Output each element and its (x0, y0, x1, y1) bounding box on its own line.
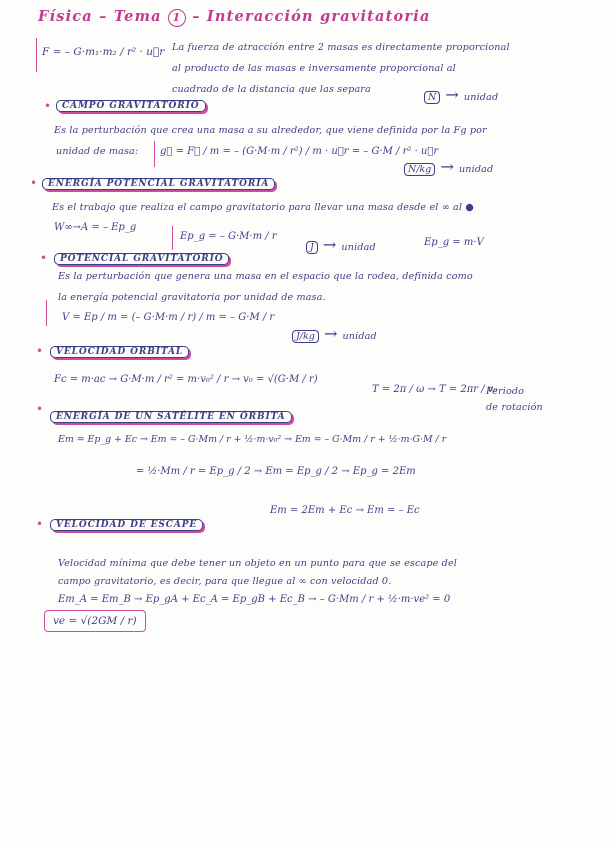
velocidad-heading: VELOCIDAD ORBITAL (50, 346, 189, 358)
energia-heading: ENERGÍA POTENCIAL GRAVITATORIA (42, 178, 275, 190)
energia-alt: Ep_g = m·V (424, 237, 484, 248)
escape-heading: VELOCIDAD DE ESCAPE (50, 519, 203, 531)
campo-unit-label: unidad (458, 164, 494, 175)
escape-result: ve = √(2GM / r) (44, 610, 146, 632)
potencial-line-2: la energía potencial gravitatoria por unidad de masa. (58, 292, 326, 303)
newton-line-2: al producto de las masas e inversamente proporcional al (172, 63, 456, 74)
title-subtitle: – Interacción gravitatoria (192, 8, 431, 25)
velocidad-formula: Fc = m·ac → G·M·m / r² = m·v₀² / r → v₀ = √(G·M / r) (54, 374, 318, 385)
potencial-unit-group: J/kg → unidad (292, 324, 377, 343)
newton-formula: F = – G·m₁·m₂ / r² · u⃗r (42, 46, 165, 58)
campo-heading: CAMPO GRAVITATORIO (56, 100, 206, 112)
newton-line-1: La fuerza de atracción entre 2 masas es directamente proporcional (172, 42, 510, 53)
velocidad-period: T = 2π / ω → T = 2πr / v₀ (372, 384, 498, 395)
satelite-heading: ENERGÍA DE UN SATÉLITE EN ÓRBITA (50, 411, 292, 423)
velocidad-period-label-2: de rotación (486, 402, 543, 413)
newton-unit-group: N → unidad (424, 85, 498, 104)
title-main: Física – Tema (38, 8, 162, 25)
energia-line-1: Es el trabajo que realiza el campo gravitatorio para llevar una masa desde el ∞ al ● (52, 202, 474, 213)
campo-formula: g⃗ = F⃗ / m = – (G·M·m / r²) / m · u⃗r = – G·M / r² · u⃗r (160, 146, 439, 157)
campo-line-2: unidad de masa: (56, 146, 139, 157)
energia-unit: J (306, 241, 318, 254)
campo-unit: N/kg (404, 163, 435, 176)
newton-line-3: cuadrado de la distancia que las separa (172, 84, 371, 95)
potencial-formula: V = Ep / m = (– G·M·m / r) / m = – G·M / r (62, 312, 275, 323)
energia-work: W∞→A = – Ep_g (54, 222, 137, 233)
newton-unit-label: unidad (463, 92, 499, 103)
newton-unit: N (424, 91, 440, 104)
page-title (38, 8, 431, 27)
escape-line-1: Velocidad mínima que debe tener un objeto en un punto para que se escape del (58, 558, 458, 569)
potencial-heading: POTENCIAL GRAVITATORIO (54, 253, 229, 265)
energia-unit-label: unidad (341, 242, 376, 253)
title-number: 1 (168, 9, 186, 27)
potencial-unit-label: unidad (342, 331, 377, 342)
potencial-unit: J/kg (292, 330, 319, 343)
energia-unit-group: J → unidad (306, 235, 376, 254)
velocidad-period-label-1: Periodo (486, 386, 525, 397)
satelite-eq-2: = ½·Mm / r = Ep_g / 2 → Em = Ep_g / 2 → Ep_g = 2Em (136, 466, 416, 477)
potencial-line-1: Es la perturbación que genera una masa en el espacio que la rodea, definida como (58, 271, 473, 282)
campo-unit-group: N/kg → unidad (404, 157, 493, 176)
satelite-eq-3: Em = 2Em + Ec → Em = – Ec (270, 505, 420, 516)
escape-line-2: campo gravitatorio, es decir, para que llegue al ∞ con velocidad 0. (58, 576, 392, 587)
energia-formula: Ep_g = – G·M·m / r (180, 231, 277, 242)
campo-line-1: Es la perturbación que crea una masa a su alrededor, que viene definida por la Fg por (54, 125, 487, 136)
escape-eq: Em_A = Em_B → Ep_gA + Ec_A = Ep_gB + Ec_B → – G·Mm / r + ½·m·ve² = 0 (58, 594, 451, 605)
satelite-eq-1: Em = Ep_g + Ec → Em = – G·Mm / r + ½·m·v₀² → Em = – G·Mm / r + ½·m·G·M / r (58, 434, 447, 445)
